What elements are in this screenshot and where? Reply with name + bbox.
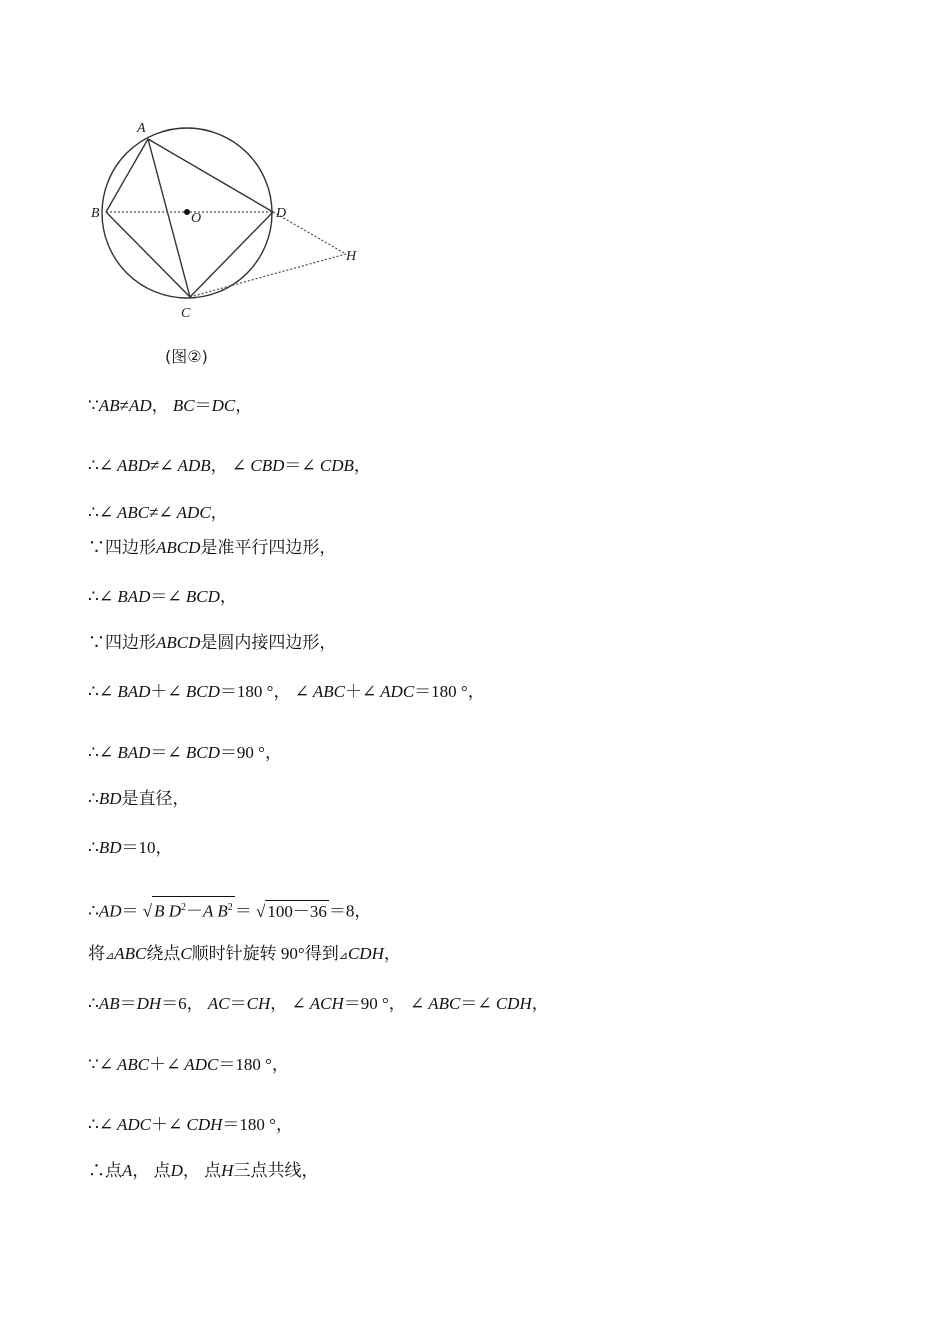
step-9: ∴BD是直径， — [88, 789, 190, 808]
figure-caption: (图②) — [165, 347, 208, 366]
label-c: C — [181, 306, 191, 321]
sqrt-expression-1: √ B $D^2-A$ $B^2$ — [143, 896, 235, 923]
center-point-o — [184, 209, 190, 215]
step-7: ∴∠ BAD＋∠ BCD＝180 °， ∠ ABC＋∠ ADC＝180 °， — [88, 682, 485, 701]
step-14: ∵∠ ABC＋∠ ADC＝180 °， — [88, 1055, 289, 1074]
step-12: 将⊿ABC绕点C顺时针旋转 90°得到⊿CDH， — [88, 944, 401, 963]
label-a: A — [137, 121, 146, 136]
step-1: ∵AB≠AD， BC＝DC， — [88, 396, 253, 415]
label-d: D — [276, 206, 287, 221]
step-2: ∴∠ ABD≠∠ ADB， ∠ CBD＝∠ CDB， — [88, 456, 371, 475]
sqrt-expression-2: √ 100－36 — [255, 901, 327, 921]
step-8: ∴∠ BAD＝∠ BCD＝90 °， — [88, 743, 282, 762]
step-15: ∴∠ ADC＋∠ CDH＝180 °， — [88, 1115, 293, 1134]
label-b: B — [91, 206, 100, 221]
step-6: ∵四边形ABCD是圆内接四边形， — [88, 633, 337, 652]
segment-ac — [148, 139, 190, 297]
segment-bc — [106, 212, 190, 297]
label-o: O — [191, 211, 202, 226]
step-13: ∴AB＝DH＝6， AC＝CH， ∠ ACH＝90 °， ∠ ABC＝∠ CDH， — [88, 994, 549, 1013]
label-h: H — [346, 249, 357, 264]
step-3: ∴∠ ABC≠∠ ADC， — [88, 503, 228, 522]
step-4: ∵四边形ABCD是准平行四边形， — [88, 538, 337, 557]
segment-ab — [106, 139, 148, 212]
step-5: ∴∠ BAD＝∠ BCD， — [88, 587, 237, 606]
segment-ch-dotted — [190, 254, 346, 297]
segment-ad — [148, 139, 273, 212]
step-10: ∴BD＝10， — [88, 838, 173, 857]
step-16: ∴点A， 点D， 点H三点共线， — [88, 1161, 319, 1180]
step-11: ∴AD＝ √ B $D^2-A$ $B^2$ ＝ √ 100－36 ＝8， — [88, 896, 371, 923]
geometry-figure — [80, 110, 380, 325]
